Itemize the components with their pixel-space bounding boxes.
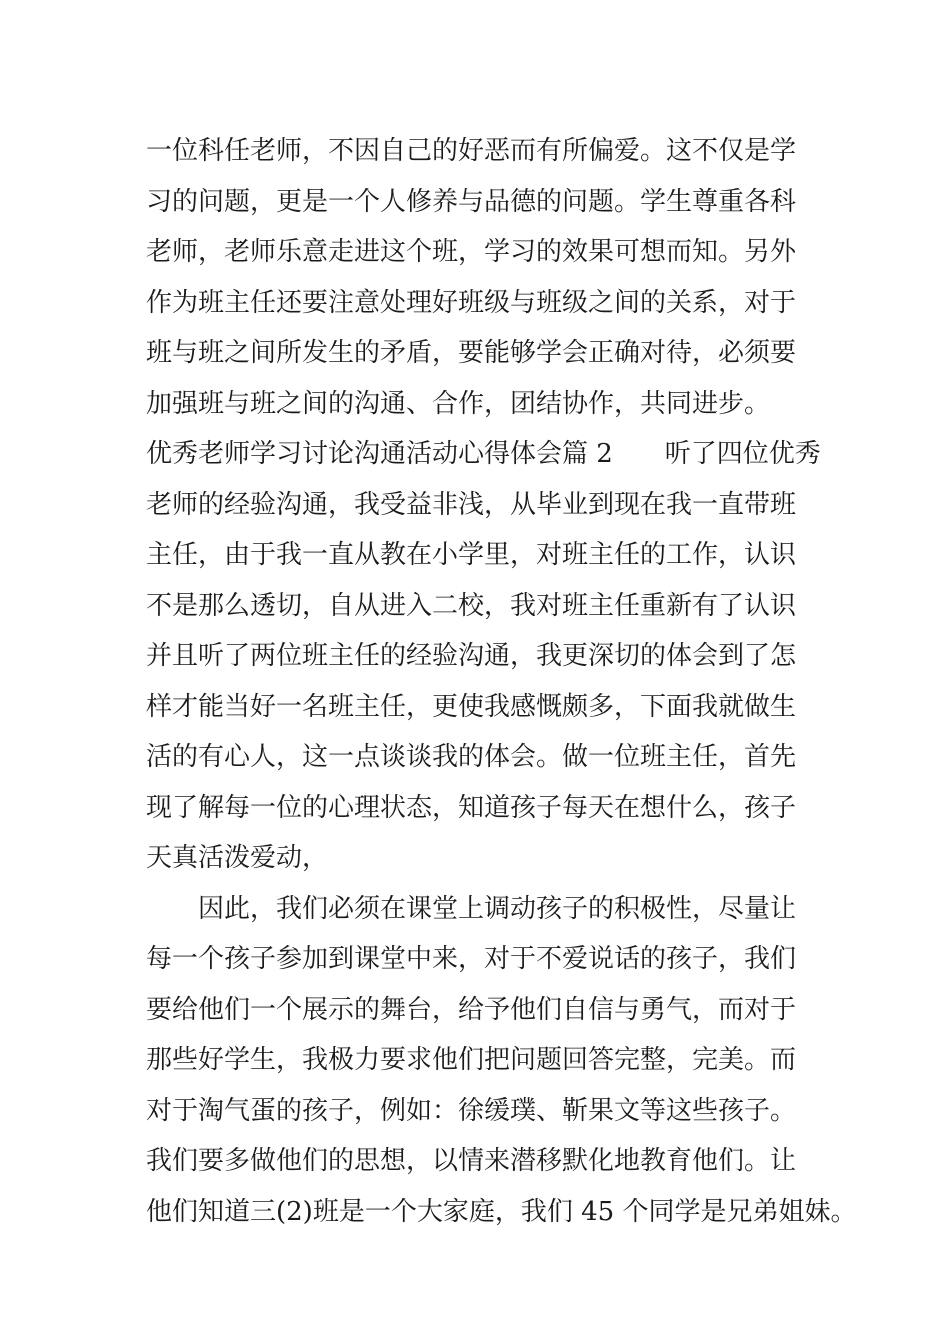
text-line: 我们要多做他们的思想，以情来潜移默化地教育他们。让: [146, 1146, 797, 1176]
text-line: 一位科任老师，不因自己的好恶而有所偏爱。这不仅是学: [146, 136, 797, 166]
text-line: 老师的经验沟通，我受益非浅，从毕业到现在我一直带班: [146, 489, 797, 520]
text-line: 每一个孩子参加到课堂中来，对于不爱说话的孩子，我们: [146, 944, 797, 974]
text-line: 天真活泼爱动，: [146, 843, 329, 873]
text-line: 加强班与班之间的沟通、合作，团结协作，共同进步。: [146, 388, 771, 419]
text-line: 主任，由于我一直从教在小学里，对班主任的工作，认识: [146, 540, 797, 570]
text-line: 对于淘气蛋的孩子，例如：徐缓璞、靳果文等这些孩子。: [146, 1095, 797, 1126]
text-line: 现了解每一位的心理状态，知道孩子每天在想什么，孩子: [146, 792, 797, 823]
text-line: 习的问题，更是一个人修养与品德的问题。学生尊重各科: [146, 186, 797, 217]
text-line: 活的有心人，这一点谈谈我的体会。做一位班主任，首先: [146, 742, 797, 772]
section-heading-line: 优秀老师学习讨论沟通活动心得体会篇 2 听了四位优秀: [146, 439, 821, 469]
paragraph-first-line: 因此，我们必须在课堂上调动孩子的积极性，尽量让: [198, 893, 797, 924]
text-line: 不是那么透切，自从进入二校，我对班主任重新有了认识: [146, 590, 797, 621]
text-line: 老师，老师乐意走进这个班，学习的效果可想而知。另外: [146, 237, 797, 267]
text-line: 班与班之间所发生的矛盾，要能够学会正确对待，必须要: [146, 338, 797, 368]
text-line: 作为班主任还要注意处理好班级与班级之间的关系，对于: [146, 287, 797, 318]
text-line: 那些好学生，我极力要求他们把问题回答完整，完美。而: [146, 1045, 797, 1075]
document-body: [146, 126, 857, 1237]
text-line: 要给他们一个展示的舞台，给予他们自信与勇气，而对于: [146, 994, 797, 1025]
text-line: 并且听了两位班主任的经验沟通，我更深切的体会到了怎: [146, 641, 797, 671]
text-line: 他们知道三(2)班是一个大家庭，我们 45 个同学是兄弟姐妹。: [146, 1196, 857, 1227]
text-line: 样才能当好一名班主任，更使我感慨颇多，下面我就做生: [146, 691, 797, 722]
